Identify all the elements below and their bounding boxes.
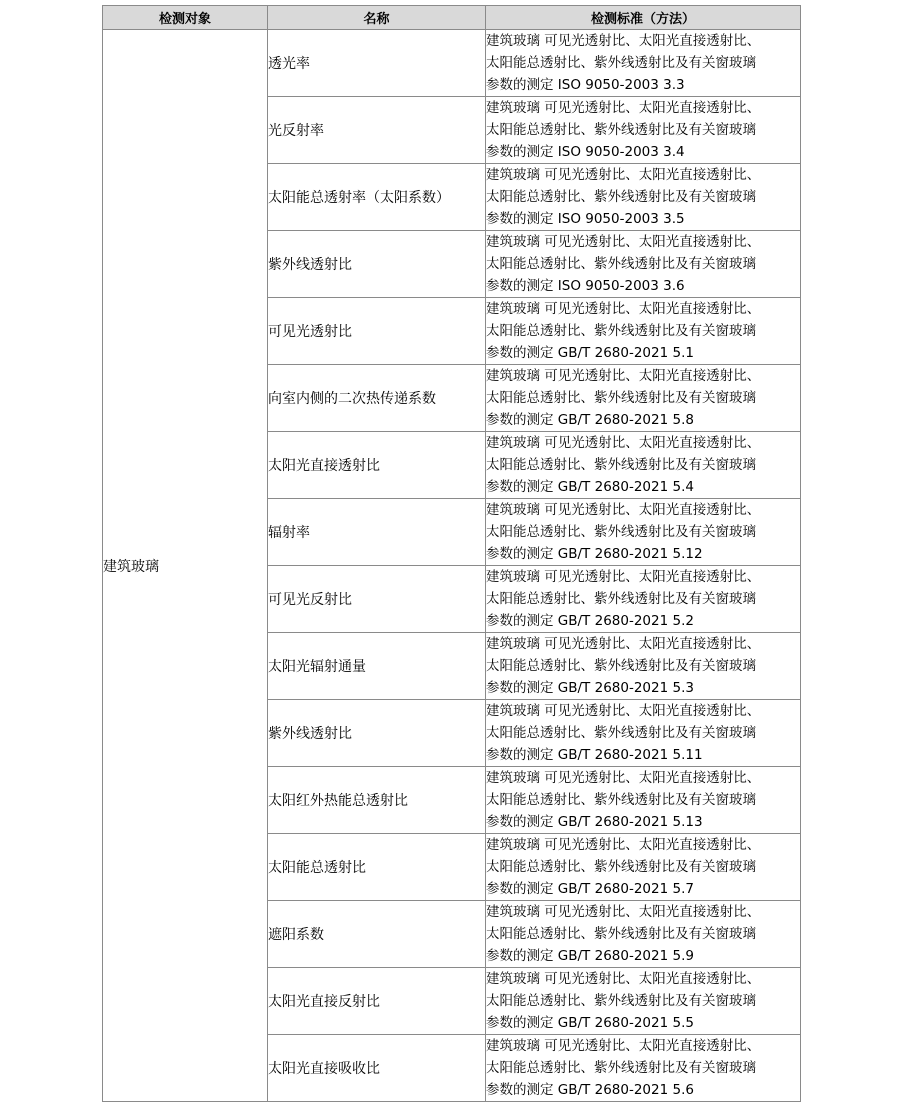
name-cell: 辐射率: [268, 499, 486, 566]
name-cell: 可见光透射比: [268, 298, 486, 365]
standard-line: 参数的测定 GB/T 2680-2021 5.2: [486, 613, 694, 629]
standard-line: 太阳能总透射比、紫外线透射比及有关窗玻璃: [486, 725, 756, 741]
standard-cell: [486, 298, 801, 365]
standard-cell: [486, 231, 801, 298]
standard-cell: [486, 968, 801, 1035]
standard-line: 太阳能总透射比、紫外线透射比及有关窗玻璃: [486, 122, 756, 138]
standard-line: 参数的测定 GB/T 2680-2021 5.12: [486, 546, 703, 562]
standard-line: 建筑玻璃 可见光透射比、太阳光直接透射比、: [486, 703, 761, 719]
standard-line: 太阳能总透射比、紫外线透射比及有关窗玻璃: [486, 1060, 756, 1076]
standard-line: 太阳能总透射比、紫外线透射比及有关窗玻璃: [486, 524, 756, 540]
name-cell: 太阳光辐射通量: [268, 633, 486, 700]
standard-line: 建筑玻璃 可见光透射比、太阳光直接透射比、: [486, 971, 761, 987]
standard-line: 参数的测定 ISO 9050-2003 3.6: [486, 278, 685, 294]
standard-cell: [486, 566, 801, 633]
standard-line: 建筑玻璃 可见光透射比、太阳光直接透射比、: [486, 569, 761, 585]
standard-cell: [486, 432, 801, 499]
standard-line: 建筑玻璃 可见光透射比、太阳光直接透射比、: [486, 837, 761, 853]
standard-line: 参数的测定 GB/T 2680-2021 5.3: [486, 680, 694, 696]
standard-cell: [486, 767, 801, 834]
header-row: [103, 6, 801, 30]
standard-line: 参数的测定 GB/T 2680-2021 5.11: [486, 747, 703, 763]
standard-cell: [486, 1035, 801, 1102]
standard-line: 太阳能总透射比、紫外线透射比及有关窗玻璃: [486, 859, 756, 875]
standard-line: 建筑玻璃 可见光透射比、太阳光直接透射比、: [486, 33, 761, 49]
header-object: 检测对象: [103, 6, 268, 30]
table-body: [103, 30, 801, 1102]
standard-line: 太阳能总透射比、紫外线透射比及有关窗玻璃: [486, 323, 756, 339]
standard-line: 参数的测定 ISO 9050-2003 3.5: [486, 211, 685, 227]
standard-line: 参数的测定 GB/T 2680-2021 5.5: [486, 1015, 694, 1031]
name-cell: 光反射率: [268, 97, 486, 164]
name-cell: 紫外线透射比: [268, 700, 486, 767]
standard-line: 建筑玻璃 可见光透射比、太阳光直接透射比、: [486, 368, 761, 384]
standard-line: 建筑玻璃 可见光透射比、太阳光直接透射比、: [486, 636, 761, 652]
standard-line: 建筑玻璃 可见光透射比、太阳光直接透射比、: [486, 100, 761, 116]
standard-line: 建筑玻璃 可见光透射比、太阳光直接透射比、: [486, 770, 761, 786]
header-standard: 检测标准（方法）: [486, 6, 801, 30]
standard-cell: [486, 365, 801, 432]
standard-line: 参数的测定 ISO 9050-2003 3.4: [486, 144, 685, 160]
standard-cell: [486, 633, 801, 700]
object-cell: 建筑玻璃: [103, 30, 268, 1102]
table-row: [103, 30, 801, 97]
name-cell: 可见光反射比: [268, 566, 486, 633]
standard-line: 太阳能总透射比、紫外线透射比及有关窗玻璃: [486, 658, 756, 674]
standard-cell: [486, 901, 801, 968]
standard-cell: [486, 164, 801, 231]
standard-line: 建筑玻璃 可见光透射比、太阳光直接透射比、: [486, 167, 761, 183]
standard-line: 参数的测定 ISO 9050-2003 3.3: [486, 77, 685, 93]
standard-line: 太阳能总透射比、紫外线透射比及有关窗玻璃: [486, 457, 756, 473]
name-cell: 太阳光直接反射比: [268, 968, 486, 1035]
standard-line: 太阳能总透射比、紫外线透射比及有关窗玻璃: [486, 189, 756, 205]
standard-line: 参数的测定 GB/T 2680-2021 5.9: [486, 948, 694, 964]
standard-line: 太阳能总透射比、紫外线透射比及有关窗玻璃: [486, 55, 756, 71]
standard-line: 建筑玻璃 可见光透射比、太阳光直接透射比、: [486, 1038, 761, 1054]
name-cell: 紫外线透射比: [268, 231, 486, 298]
name-cell: 向室内侧的二次热传递系数: [268, 365, 486, 432]
name-cell: 太阳光直接透射比: [268, 432, 486, 499]
name-cell: 透光率: [268, 30, 486, 97]
standard-line: 建筑玻璃 可见光透射比、太阳光直接透射比、: [486, 234, 761, 250]
standard-cell: [486, 499, 801, 566]
standard-line: 太阳能总透射比、紫外线透射比及有关窗玻璃: [486, 591, 756, 607]
standard-line: 太阳能总透射比、紫外线透射比及有关窗玻璃: [486, 926, 756, 942]
standard-line: 参数的测定 GB/T 2680-2021 5.6: [486, 1082, 694, 1098]
standard-line: 建筑玻璃 可见光透射比、太阳光直接透射比、: [486, 904, 761, 920]
standard-line: 参数的测定 GB/T 2680-2021 5.7: [486, 881, 694, 897]
header-name: 名称: [268, 6, 486, 30]
standard-cell: [486, 700, 801, 767]
standard-line: 太阳能总透射比、紫外线透射比及有关窗玻璃: [486, 256, 756, 272]
standard-cell: [486, 30, 801, 97]
standard-line: 太阳能总透射比、紫外线透射比及有关窗玻璃: [486, 390, 756, 406]
standard-line: 太阳能总透射比、紫外线透射比及有关窗玻璃: [486, 792, 756, 808]
standard-line: 建筑玻璃 可见光透射比、太阳光直接透射比、: [486, 502, 761, 518]
standard-line: 参数的测定 GB/T 2680-2021 5.1: [486, 345, 694, 361]
standard-cell: [486, 834, 801, 901]
standard-line: 建筑玻璃 可见光透射比、太阳光直接透射比、: [486, 435, 761, 451]
name-cell: 遮阳系数: [268, 901, 486, 968]
standard-line: 参数的测定 GB/T 2680-2021 5.13: [486, 814, 703, 830]
standard-cell: [486, 97, 801, 164]
standard-line: 建筑玻璃 可见光透射比、太阳光直接透射比、: [486, 301, 761, 317]
name-cell: 太阳能总透射比: [268, 834, 486, 901]
standard-line: 参数的测定 GB/T 2680-2021 5.8: [486, 412, 694, 428]
name-cell: 太阳能总透射率（太阳系数）: [268, 164, 486, 231]
standards-table: [102, 5, 801, 1102]
standard-line: 参数的测定 GB/T 2680-2021 5.4: [486, 479, 694, 495]
name-cell: 太阳光直接吸收比: [268, 1035, 486, 1102]
standard-line: 太阳能总透射比、紫外线透射比及有关窗玻璃: [486, 993, 756, 1009]
name-cell: 太阳红外热能总透射比: [268, 767, 486, 834]
